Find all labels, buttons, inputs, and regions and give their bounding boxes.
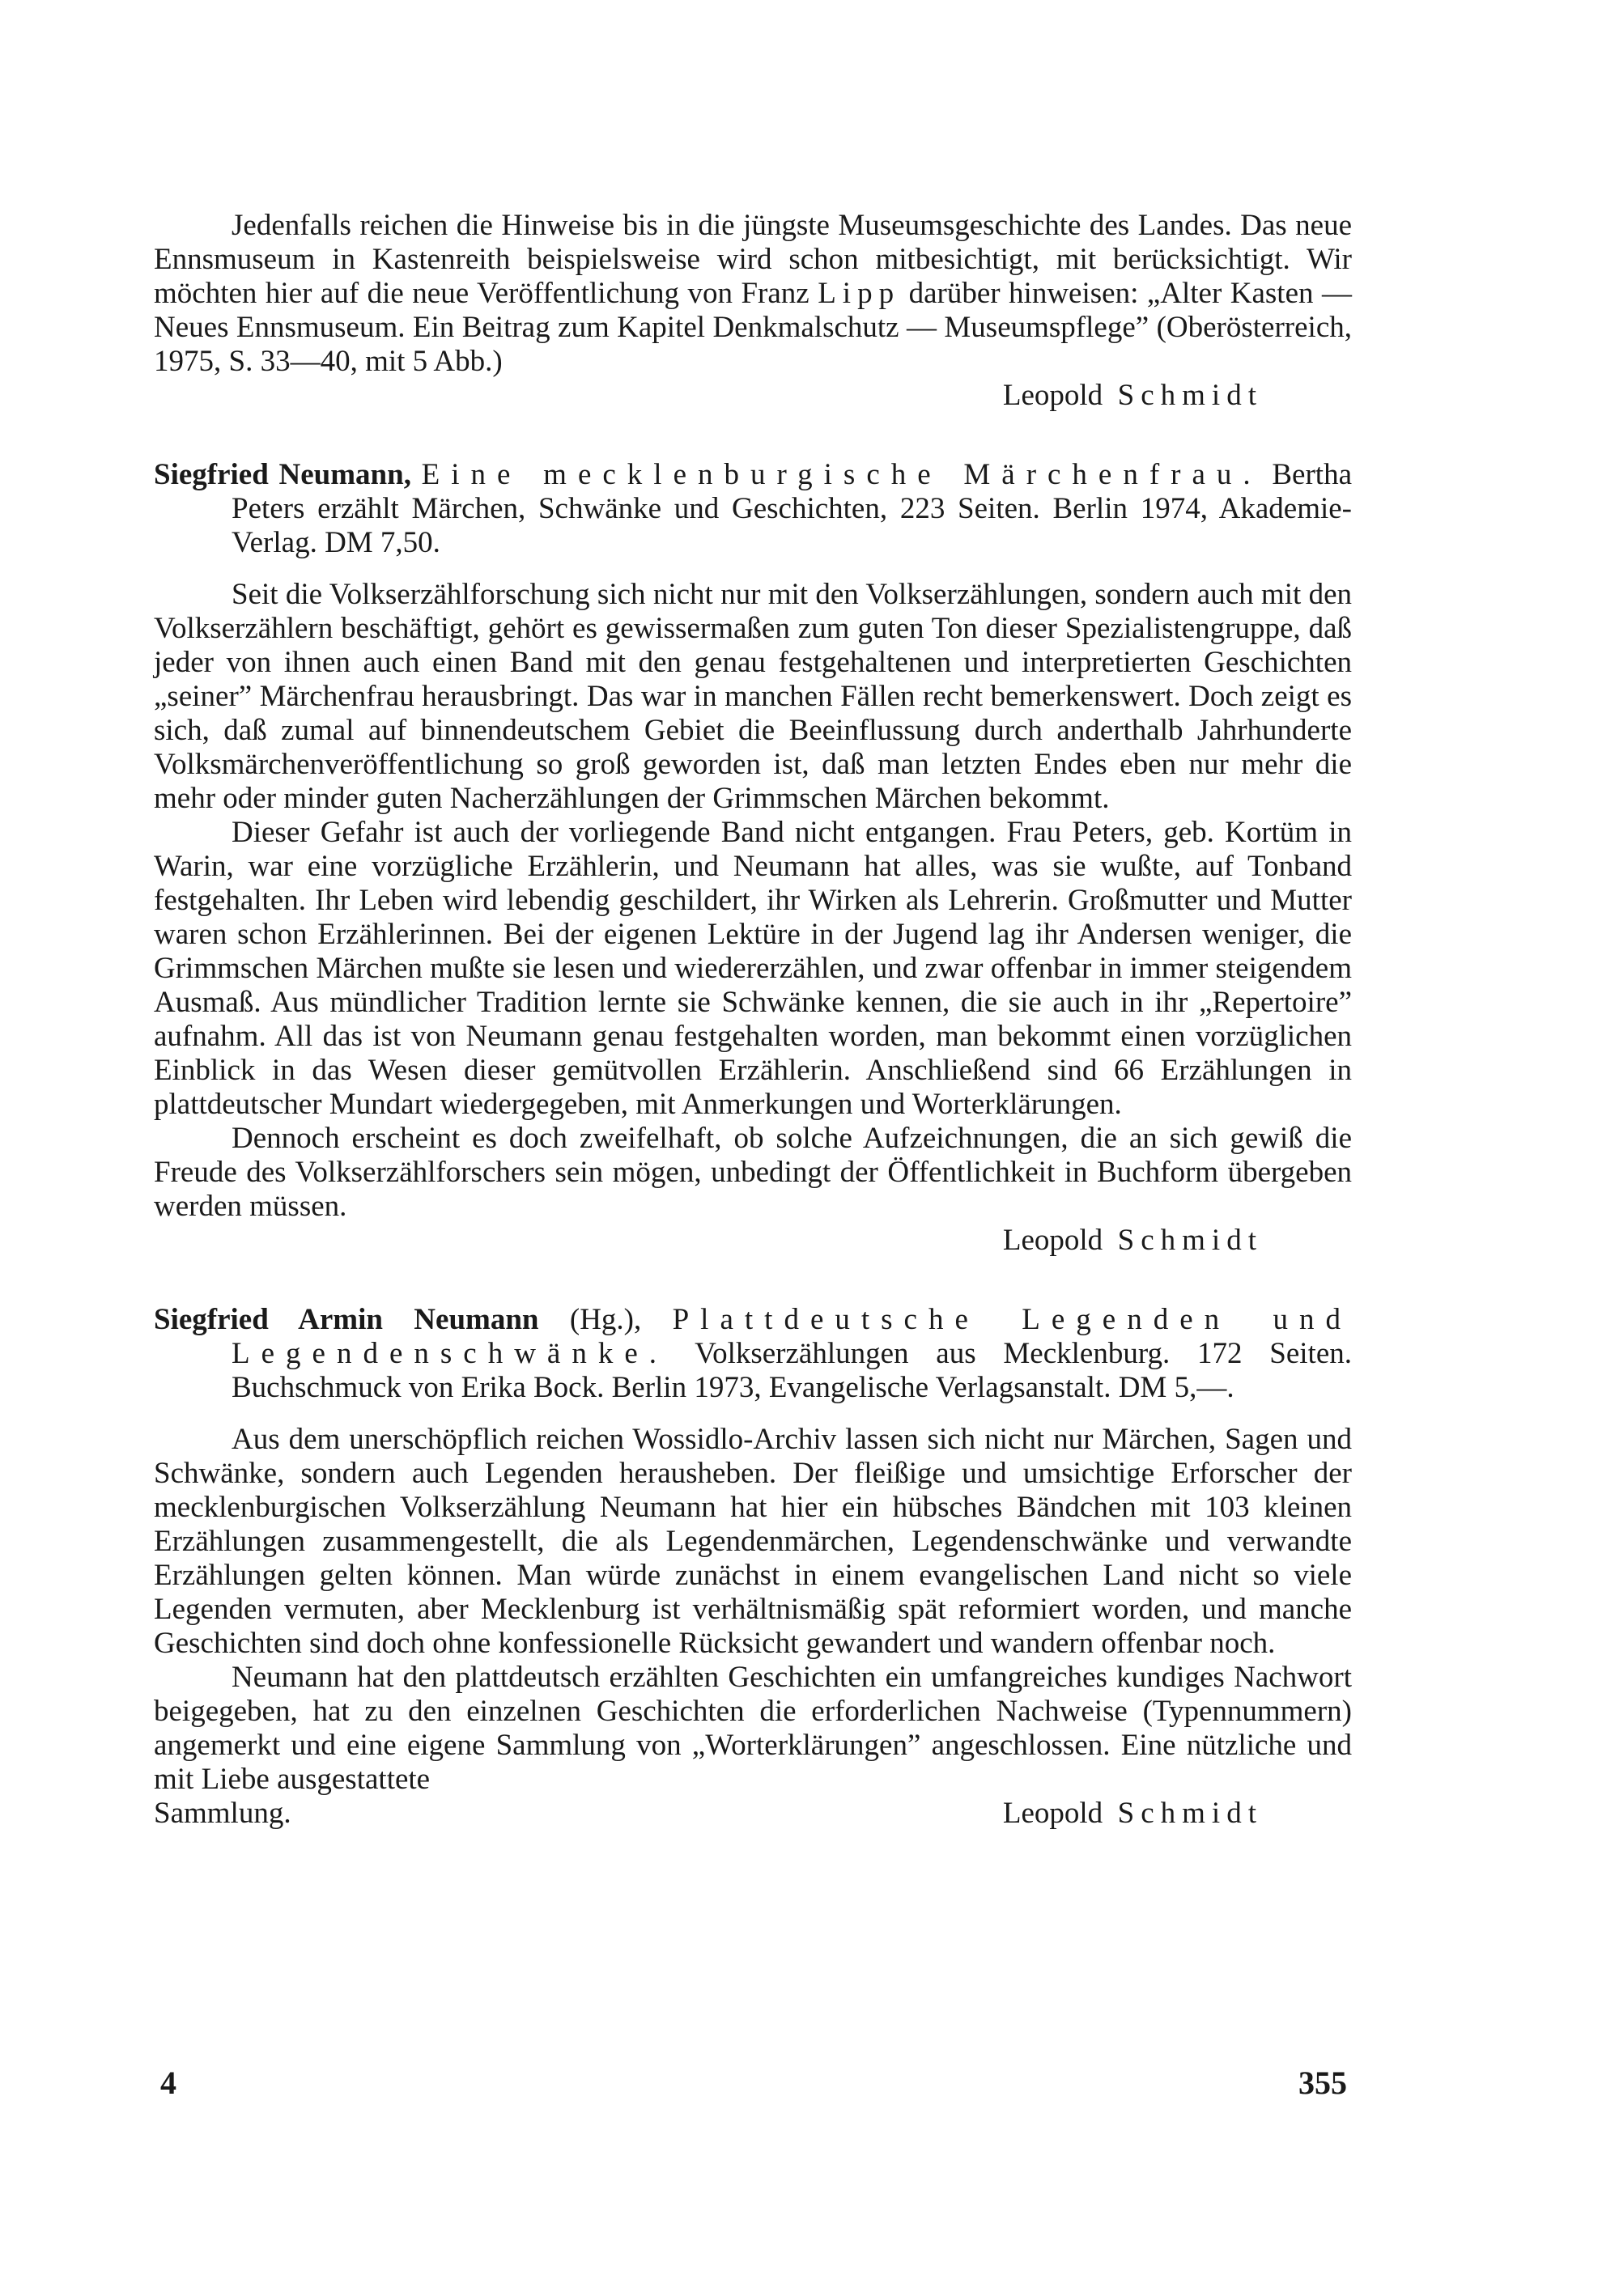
review-details: Volkserzählungen aus Mecklenburg. 172 Seiten. Buchschmuck von Erika Bock. Berlin 1973, Evangelische Verlagsanstalt. DM 5,—. [232,1337,1352,1404]
review-paragraph: Seit die Volkserzählforschung sich nicht nur mit den Volkserzählungen, sondern auch mit den Volkserzählern beschäftigt, gehört es gewissermaßen zum guten Ton dieser Spezialistengruppe, daß jeder von ihnen auch einen Band mit den genau festgehaltenen und interpretierten Geschichten „seiner” Märchenfrau herausbringt. Das war in manchen Fällen recht bemerkenswert. Doch zeigt es sich, daß zumal auf binnendeutschem Gebiet die Beeinflussung durch anderthalb Jahrhunderte Volksmärchenveröffentlichung so groß geworden ist, daß man letzten Endes eben nur mehr die mehr oder minder guten Nacherzählungen der Grimmschen Märchen bekommt. [154,578,1352,815]
author-name-lipp: Lipp [818,277,901,310]
review-title: Eine mecklenburgische Märchenfrau. [421,458,1262,491]
bibliographic-heading [154,1303,1352,1405]
review-title: Plattdeutsche Legenden und Legendenschwänke. [232,1303,1352,1370]
review-paragraph: Aus dem unerschöpflich reichen Wossidlo-Archiv lassen sich nicht nur Märchen, Sagen und Schwänke, sondern auch Legenden herausheben. Der fleißige und umsichtige Erforscher der mecklenburgischen Volkserzählung Neumann hat hier ein hübsches Bändchen mit 103 kleinen Erzählungen zusammengestellt, die als Legendenmärchen, Legendenschwänke und verwandte Erzählungen gelten können. Man würde zunächst in einem evangelischen Land nicht so viele Legenden vermuten, aber Mecklenburg ist verhältnismäßig spät reformiert worden, und manche Geschichten sind doch ohne konfessionelle Rücksicht gewandert und wandern offenbar noch. [154,1423,1352,1660]
closing-line [154,1797,1352,1831]
intro-paragraph [154,209,1352,379]
signature-last-name: Schmidt [1117,379,1263,412]
signature-last-name: Schmidt [1117,1224,1263,1257]
signature-last-name: Schmidt [1117,1797,1263,1830]
editor-mark: (Hg.), [538,1303,673,1336]
signature-first-name: Leopold [1002,379,1103,412]
review-paragraph: Neumann hat den plattdeutsch erzählten Geschichten ein umfangreiches kundiges Nachwort beigegeben, hat zu den einzelnen Geschichten die erforderlichen Nachweise (Typennummern) angemerkt und eine eigene Sammlung von „Worterklärungen” angeschlossen. Eine nützliche und mit Liebe ausgestattete [154,1661,1352,1796]
bibliographic-heading [154,458,1352,560]
intro-signature [154,379,1352,413]
intro-section [154,209,1352,413]
signature-first-name: Leopold [1002,1797,1103,1830]
intro-text-b: darüber hinweisen: „Alter Kasten — Neues Ennsmuseum. Ein Beitrag zum Kapitel Denkmalschutz — Museumspflege” (Oberösterreich, 1975, S. 33—40, mit 5 Abb.) [154,277,1352,378]
review-paragraph: Dennoch erscheint es doch zweifelhaft, ob solche Aufzeichnungen, die an sich gewiß die Freude des Volkserzählforschers sein mögen, unbedingt der Öffentlichkeit in Buchform übergeben werden müssen. [154,1122,1352,1223]
page-footer [160,2064,1347,2102]
review-entry-1 [154,458,1352,1258]
review-signature [1003,1797,1352,1831]
closing-word: Sammlung. [154,1797,291,1830]
review-details: Bertha Peters erzählt Märchen, Schwänke und Geschichten, 223 Seiten. Berlin 1974, Akademie-Verlag. DM 7,50. [232,458,1352,559]
page-body [154,209,1352,1831]
intro-text-a: Jedenfalls reichen die Hinweise bis in die jüngste Museumsgeschichte des Landes. Das neue Ennsmuseum in Kastenreith beispielsweise wird schon mitbesichtigt, mit berücksichtigt. Wir möchten hier auf die neue Veröffentlichung von Franz [154,209,1352,310]
review-author: Siegfried Armin Neumann [154,1303,539,1336]
page-number: 355 [1298,2065,1347,2101]
signature-first-name: Leopold [1002,1224,1103,1257]
review-paragraph: Dieser Gefahr ist auch der vorliegende Band nicht entgangen. Frau Peters, geb. Kortüm in Warin, war eine vorzügliche Erzählerin, und Neumann hat alles, was sie wußte, auf Tonband festgehalten. Ihr Leben wird lebendig geschildert, ihr Wirken als Lehrerin. Großmutter und Mutter waren schon Erzählerinnen. Bei der eigenen Lektüre in der Jugend lag ihr Andersen weniger, die Grimmschen Märchen mußte sie lesen und wiedererzählen, und zwar offenbar in immer steigendem Ausmaß. Aus mündlicher Tradition lernte sie Schwänke kennen, die sie auch in ihr „Repertoire” aufnahm. All das ist von Neumann genau festgehalten worden, man bekommt einen vorzüglichen Einblick in das Wesen dieser gemütvollen Erzählerin. Anschließend sind 66 Erzählungen in plattdeutscher Mundart wiedergegeben, mit Anmerkungen und Worterklärungen. [154,816,1352,1121]
review-signature [154,1224,1352,1258]
review-entry-2 [154,1303,1352,1831]
review-author: Siegfried Neumann, [154,458,411,491]
signature-mark: 4 [160,2065,176,2101]
